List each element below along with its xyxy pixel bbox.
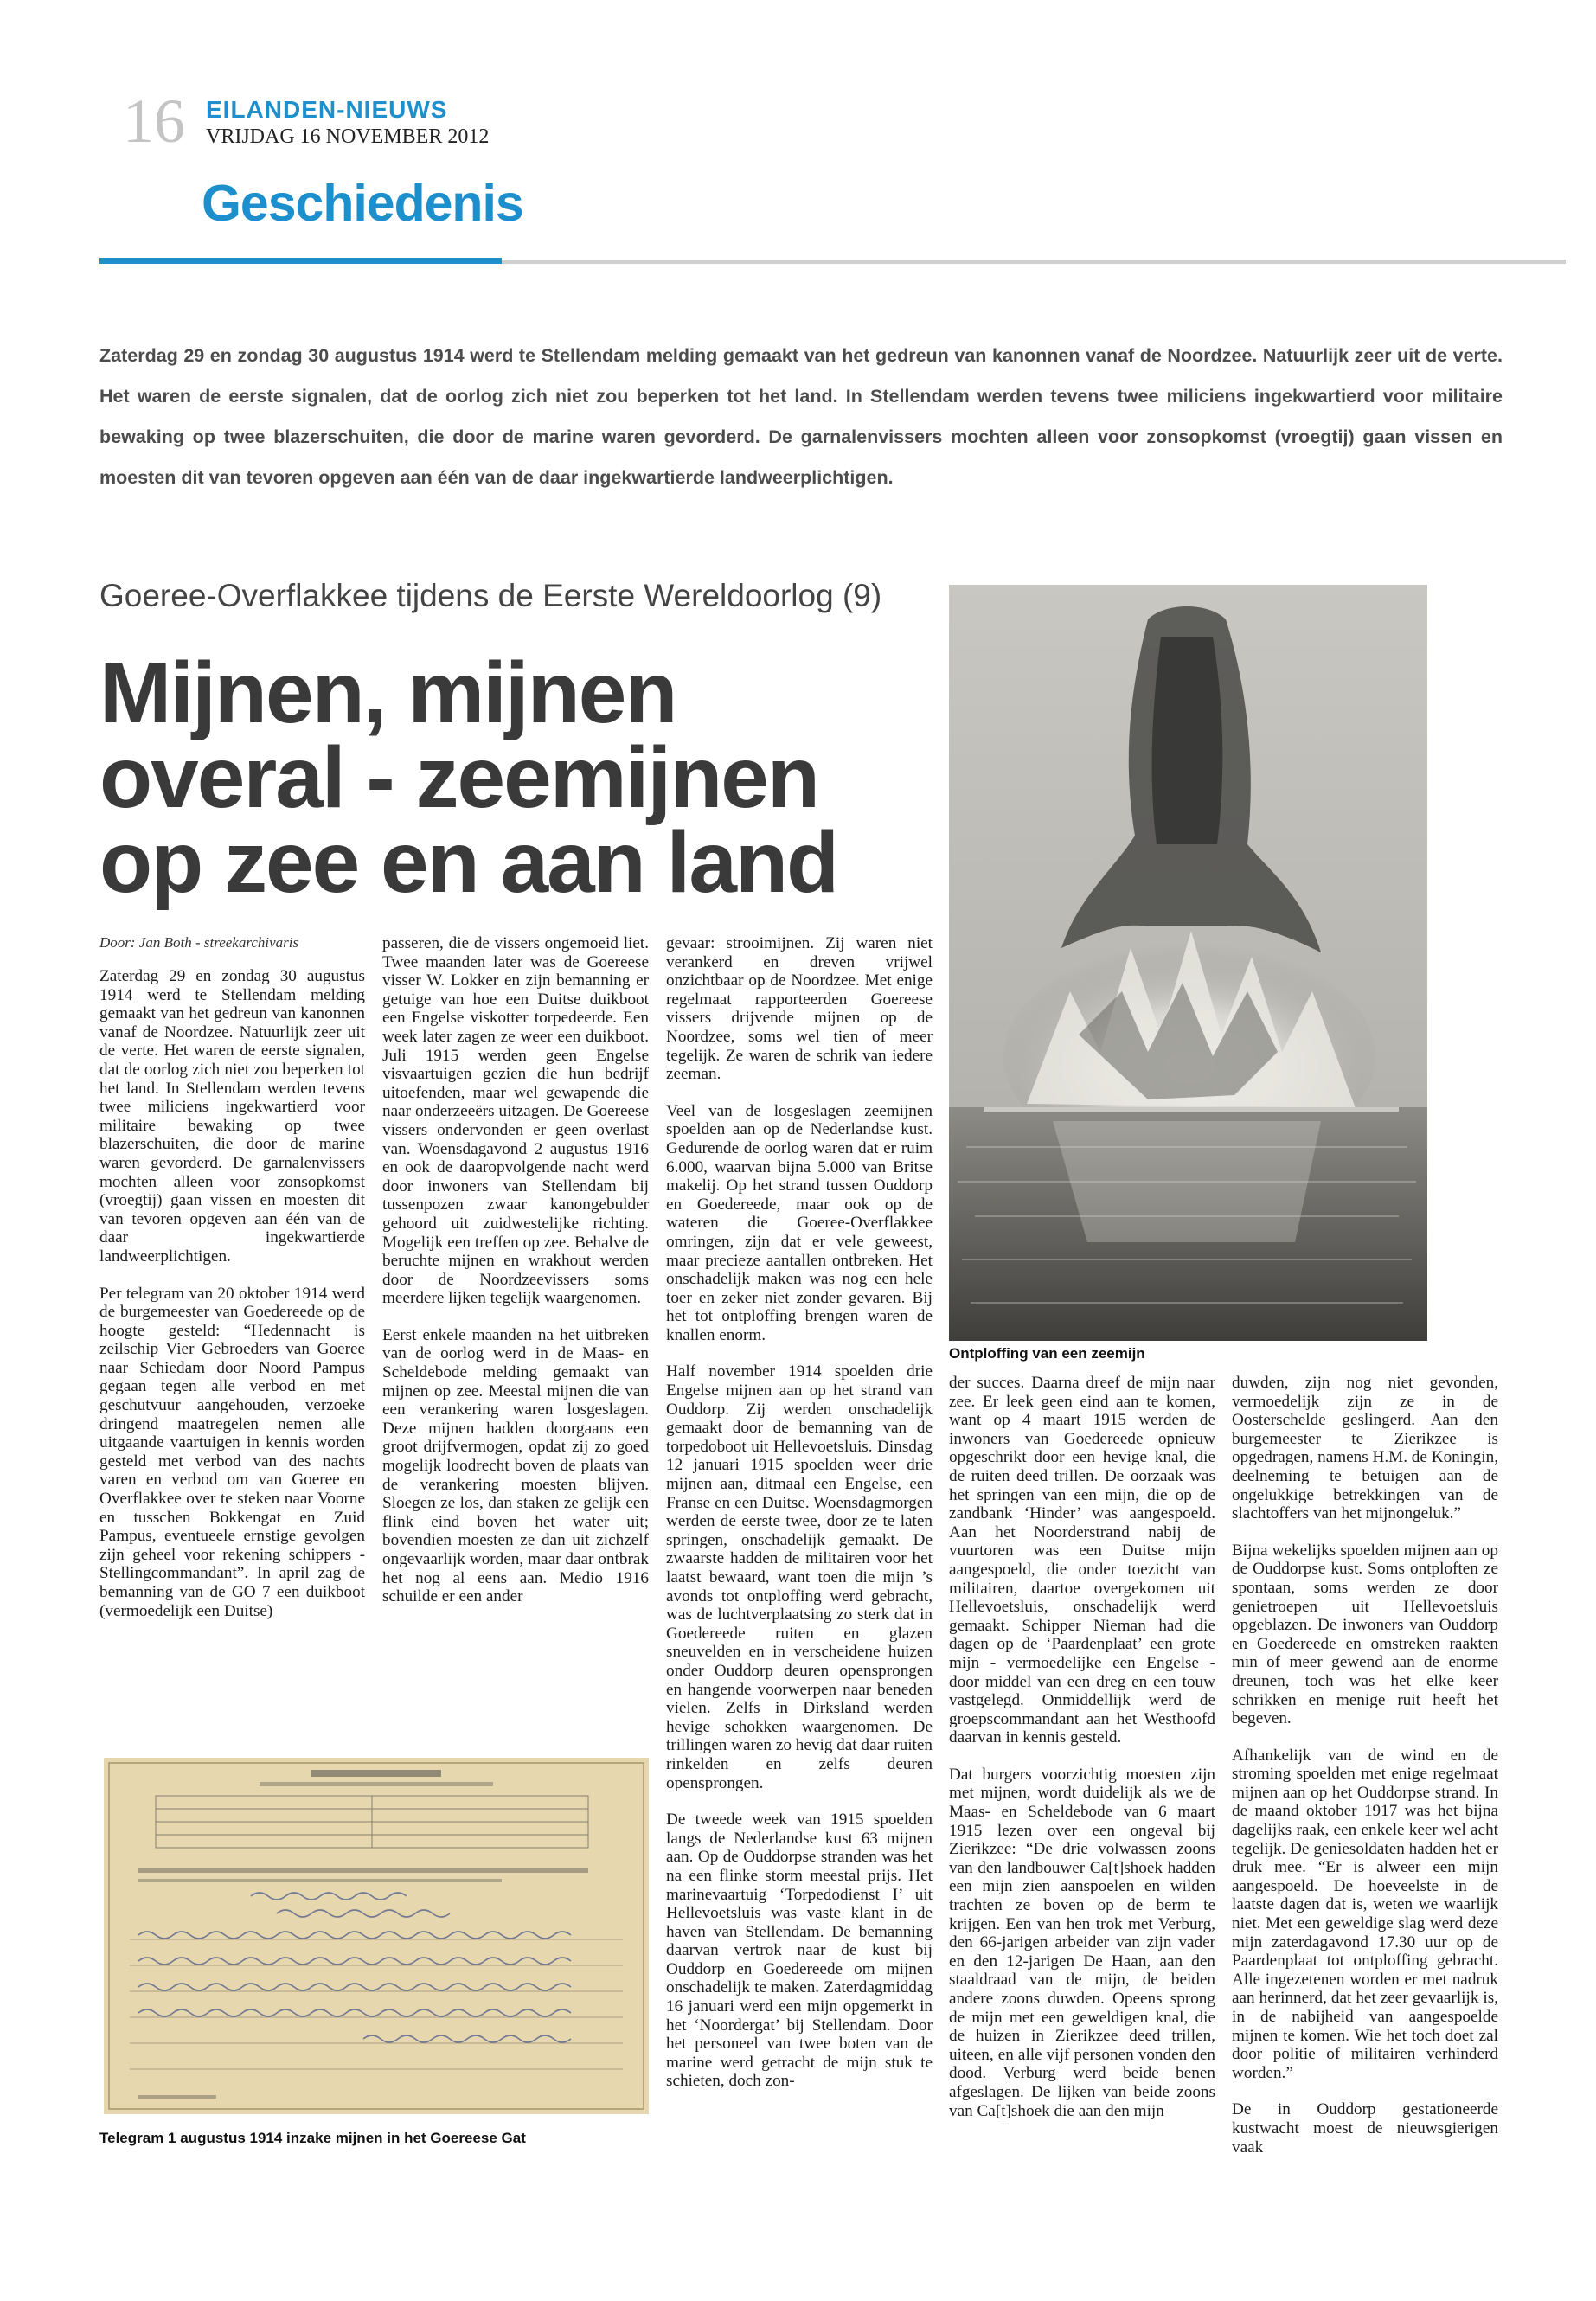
paragraph: Veel van de losgeslagen zeemijnen spoelden aan op de Nederlandse kust. Gedurende de oorlog waren dat er ruim 6.000, waarvan bijna 5.000 van Britse makelij. Op het strand tussen Ouddorp en Goedereede, maar ook op de wateren die Goeree-Overflakkee omringen, zijn dat er vele geweest, maar precieze aantallen ontbreken. Het onschadelijk maken was nog een hele toer en zeker niet zonder gevaren. Bij het tot ontploffing brengen waren de knallen enorm. bbox=[666, 1101, 933, 1344]
article-kicker: Goeree-Overflakkee tijdens de Eerste Wereldoorlog (9) bbox=[99, 578, 882, 613]
newspaper-logo: EILANDEN-NIEUWS bbox=[206, 96, 448, 123]
article-column-1 bbox=[99, 967, 365, 1638]
paragraph: Half november 1914 spoelden drie Engelse mijnen aan op het strand van Ouddorp. Zij werden onschadelijk gemaakt door de bemanning van de torpedoboot uit Hellevoetsluis. Dinsdag 12 januari 1915 spoelden weer drie mijnen aan, ditmaal een Engelse, een Franse en een Duitse. Woensdagmorgen werden de eerste twee, door ze te laten springen, onschadelijk gemaakt. De zwaarste hadden de militairen voor het laatst bewaard, want toen die mijn ’s avonds tot ontploffing werd gebracht, was de luchtverplaatsing zo sterk dat in Goedereede ruiten en glazen sneuvelden en in verscheidene huizen onder Ouddorp deuren opensprongen en hangende voorwerpen naar beneden vielen. Zelfs in Dirksland werden hevige schokken waargenomen. De trillingen waren zo hevig dat daar ruiten rinkelden en zelfs deuren opensprongen. bbox=[666, 1362, 933, 1792]
paragraph: Zaterdag 29 en zondag 30 augustus 1914 werd te Stellendam melding gemaakt van het gedreun van kanonnen vanaf de Noordzee. Natuurlijk zeer uit de verte. Het waren de eerste signalen, dat de oorlog zich niet zou beperken tot het land. In Stellendam werden tevens twee miliciens ingekwartierd voor militaire bewaking op twee blazerschuiten, die door de marine waren gevorderd. De garnalenvissers mochten alleen voor zonsopkomst (vroegtij) gaan vissen en moesten dit van tevoren opgeven aan één van de daar ingekwartierde landweerplichtigen. bbox=[99, 967, 365, 1266]
article-column-2 bbox=[382, 934, 649, 1625]
paragraph: Dat burgers voorzichtig moesten zijn met mijnen, wordt duidelijk als we de Maas- en Scheldebode van 6 maart 1915 lezen over een ongeval bij Zierikzee: “De drie volwassen zoons van den landbouwer Ca[t]shoek hadden een mijn zien aanspoelen en wilden trachten ze boven op de berm te krijgen. Een van hen trok met Verburg, den 66-jarigen arbeider van zijn vader en den 12-jarigen De Haan, aan den staaldraad van de mijn, de beiden andere zoons duwden. Opeens sprong de mijn met een geweldigen knal, die de huizen in Zierikzee deed trillen, uiteen, en alle vijf personen vonden den dood. Verburg werd beide benen afgeslagen. De lijken van beide zoons van Ca[t]shoek die aan den mijn bbox=[949, 1765, 1215, 2120]
paragraph: Bijna wekelijks spoelden mijnen aan op de Ouddorpse kust. Soms ontploften ze spontaan, soms werden ze door genietroepen uit Hellevoetsluis opgeblazen. De inwoners van Ouddorp en Goedereede en omstreken raakten min of meer gewend aan de enorme dreunen, toch was het elke keer schrikken en menige ruit heeft het begeven. bbox=[1232, 1541, 1498, 1728]
paragraph: der succes. Daarna dreef de mijn naar zee. Er leek geen eind aan te komen, want op 4 maart 1915 werden de inwoners van Goedereede opnieuw opgeschrikt door een hevige knal, die de ruiten deed trillen. De oorzaak was het springen van een mijn, die op de zandbank ‘Hinder’ was aangespoeld. Aan het Noorderstrand nabij de vuurtoren was een Duitse mijn aangespoeld, die onder toezicht van militairen, daartoe overgekomen uit Hellevoetsluis, onschadelijk werd gemaakt. Schipper Nieman had die dagen op de ‘Paardenplaat’ een grote mijn - vermoedelijke een Engelse - door middel van een dreg en een touw vastgelegd. Onmiddellijk werd de groepscommandant aan het Westhoofd daarvan in kennis gesteld. bbox=[949, 1374, 1215, 1747]
paragraph: De in Ouddorp gestationeerde kustwacht moest de nieuwsgierigen vaak bbox=[1232, 2100, 1498, 2157]
paragraph: passeren, die de vissers ongemoeid liet. Twee maanden later was de Goereese visser W. Lokker en zijn bemanning er getuige van hoe een Duitse duikboot een Engelse viskotter torpedeerde. Een week later zagen ze weer een duikboot. Juli 1915 werden geen Engelse visvaartuigen gezien die hun bedrijf uitoefenden, maar wel gewapende die naar onderzeeërs uitzagen. De Goereese vissers ondervonden er geen overlast van. Woensdagavond 2 augustus 1916 en ook de daaropvolgende nacht werd door inwoners van Stellendam bij tussenpozen zwaar kanongebulder gehoord uit zuidwestelijke richting. Mogelijk een treffen op zee. Behalve de beruchte mijnen en wrakhout werden door de Noordzeevissers soms meerdere lijken tegelijk waargenomen. bbox=[382, 934, 649, 1308]
photo-caption: Ontploffing van een zeemijn bbox=[949, 1345, 1145, 1362]
paragraph: duwden, zijn nog niet gevonden, vermoedelijk zijn ze in de Oosterschelde geslingerd. Aan den burgemeester te Zierikzee is opgedragen, namens H.M. de Koningin, deelneming te betuigen aan de ongelukkige betrekkingen van de slachtoffers van het mijnongeluk.” bbox=[1232, 1374, 1499, 1523]
issue-date: VRIJDAG 16 NOVEMBER 2012 bbox=[206, 125, 490, 148]
telegram-image bbox=[104, 1758, 649, 2114]
section-rule bbox=[502, 260, 1566, 264]
article-headline: Mijnen, mijnen overal - zeemijnen op zee en aan land bbox=[99, 644, 838, 911]
mine-explosion-photo bbox=[949, 585, 1427, 1341]
article-column-4 bbox=[949, 1374, 1215, 2138]
paragraph: Afhankelijk van de wind en de stroming spoelden met enige regelmaat mijnen aan op het Ouddorpse strand. In de maand oktober 1917 was het bijna dagelijks raak, een enkele keer wel acht tegelijk. De geniesoldaten hadden het er druk mee. “Er is alweer een mijn aangespoeld. De hoeveelste in de laatste dagen dat is, weten we waarlijk niet. Met een geweldige slag werd deze mijn zaterdagavond 17.30 uur op de Paardenplaat tot ontploffing gebracht. Alle ingezetenen worden er met nadruk aan herinnerd, dat het zeer gevaarlijk is, in de nabijheid van aangespoelde mijnen te komen. Wie het toch doet zal door politie of militairen verhinderd worden.” bbox=[1232, 1746, 1498, 2082]
page-number: 16 bbox=[123, 87, 185, 156]
article-column-3 bbox=[666, 934, 933, 2109]
byline: Door: Jan Both - streekarchivaris bbox=[99, 934, 299, 951]
paragraph: De tweede week van 1915 spoelden langs de Nederlandse kust 63 mijnen aan. Op de Ouddorpse stranden was het na een flinke storm meestal prijs. Het marinevaartuig ‘Torpedodienst I’ uit Hellevoetsluis was vaste klant in de haven van Stellendam. De bemanning daarvan vertrok naar de kust bij Ouddorp en Goedereede om mijnen onschadelijk te maken. Zaterdagmiddag 16 januari werd een mijn opgemerkt in het ‘Noordergat’ bij Stellendam. Door het personeel van twee boten van de marine werd getracht de mijn stuk te schieten, doch zon- bbox=[666, 1811, 933, 2091]
paragraph: Eerst enkele maanden na het uitbreken van de oorlog werd in de Maas- en Scheldebode melding gemaakt van mijnen op zee. Meestal mijnen die van een verankering waren losgeslagen. Deze mijnen hadden doorgaans een groot drijfvermogen, opdat zij zo goed mogelijk loodrecht boven de plaats van de verankering moesten blijven. Sloegen ze los, dan staken ze gelijk een flink eind boven het water uit; bovendien moesten ze dan uit zichzelf ongevaarlijk worden, maar daar ontbrak het nog al eens aan. Medio 1916 schuilde er een ander bbox=[382, 1325, 649, 1606]
telegram-caption: Telegram 1 augustus 1914 inzake mijnen in het Goereese Gat bbox=[99, 2130, 526, 2146]
intro-paragraph: Zaterdag 29 en zondag 30 augustus 1914 werd te Stellendam melding gemaakt van het gedreun van kanonnen vanaf de Noordzee. Natuurlijk zeer uit de verte. Het waren de eerste signalen, dat de oorlog zich niet zou beperken tot het land. In Stellendam werden tevens twee miliciens ingekwartierd voor militaire bewaking op twee blazerschuiten, die door de marine waren gevorderd. De garnalenvissers mochten alleen voor zonsopkomst (vroegtij) gaan vissen en moesten dit van tevoren opgeven aan één van de daar ingekwartierde landweerplichtigen. bbox=[99, 345, 1503, 488]
paragraph: Per telegram van 20 oktober 1914 werd de burgemeester van Goedereede op de hoogte gesteld: “Hedennacht is zeilschip Vier Gebroeders van Goeree naar Schiedam door Noord Pampus gegaan tegen alle verbod en met geschutvuur aangehouden, verzoeke dringend maatregelen nemen alle uitgaande vaartuigen in kennis worden gesteld met verbod van des nachts varen en verbod om van Goeree en Overflakkee over te steken naar Voorne en tusschen Bokkengat en Zuid Pampus, eventueele ernstige gevolgen zijn geheel voor rekening schippers - Stellingcommandant”. In april zag de bemanning van de GO 7 een duikboot (vermoedelijk een Duitse) bbox=[99, 1284, 365, 1620]
article-column-5 bbox=[1232, 1374, 1498, 2175]
section-title: Geschiedenis bbox=[202, 175, 523, 232]
paragraph: gevaar: strooimijnen. Zij waren niet verankerd en dreven vrijwel onzichtbaar op de Noordzee. Met enige regelmaat rapporteerden Goereese vissers drijvende mijnen op de Noordzee, soms wel tien of meer tegelijk. Ze waren de schrik van iedere zeeman. bbox=[666, 934, 933, 1084]
section-rule-accent bbox=[99, 258, 502, 264]
